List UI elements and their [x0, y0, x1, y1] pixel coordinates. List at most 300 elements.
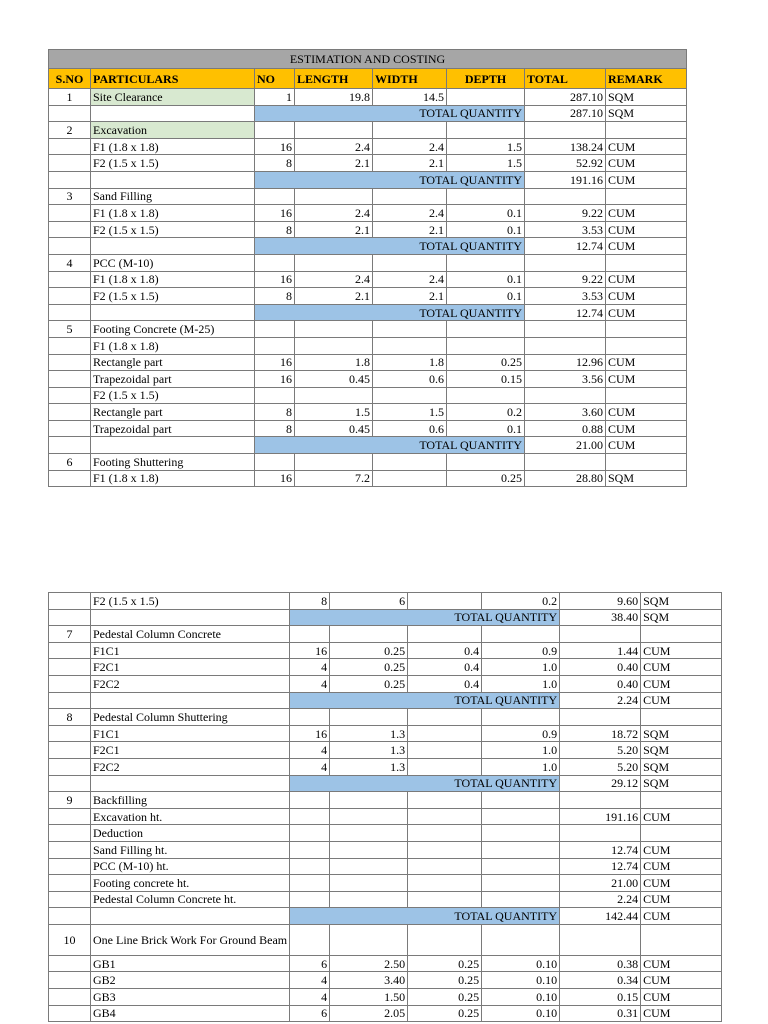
width-cell: 2.4 [373, 271, 447, 288]
remark-cell: CUM [641, 675, 722, 692]
total-cell: 2.24 [560, 891, 641, 908]
particulars-cell: F1 (1.8 x 1.8) [91, 138, 255, 155]
width-cell: 0.25 [408, 1005, 482, 1022]
total-cell: 5.20 [560, 758, 641, 775]
depth-cell [482, 841, 560, 858]
particulars-cell: Trapezoidal part [91, 371, 255, 388]
width-cell [373, 454, 447, 471]
total-quantity-row [49, 238, 687, 255]
length-cell: 0.45 [295, 371, 373, 388]
empty-cell [91, 609, 290, 626]
table-row [49, 354, 687, 371]
particulars-cell: GB2 [91, 972, 290, 989]
width-cell [373, 321, 447, 338]
depth-cell: 0.10 [482, 955, 560, 972]
table-row [49, 454, 687, 471]
empty-cell [49, 304, 91, 321]
table-row [49, 758, 722, 775]
length-cell [295, 321, 373, 338]
total-cell [560, 626, 641, 643]
depth-cell: 0.9 [482, 642, 560, 659]
empty-cell [91, 238, 255, 255]
empty-cell [49, 238, 91, 255]
header-depth: DEPTH [447, 69, 525, 89]
remark-cell [606, 454, 687, 471]
total-cell: 21.00 [560, 875, 641, 892]
sno-cell [49, 271, 91, 288]
sno-cell [49, 354, 91, 371]
width-cell [408, 808, 482, 825]
empty-cell [49, 908, 91, 925]
length-cell: 2.4 [295, 205, 373, 222]
sno-cell: 5 [49, 321, 91, 338]
no-cell: 4 [290, 972, 330, 989]
remark-cell: CUM [606, 271, 687, 288]
particulars-cell: F2C2 [91, 758, 290, 775]
length-cell [330, 924, 408, 955]
particulars-cell: F1 (1.8 x 1.8) [91, 337, 255, 354]
table-row [49, 891, 722, 908]
table-row [49, 808, 722, 825]
total-cell [560, 709, 641, 726]
estimation-table-page2 [48, 592, 722, 1022]
total-cell: 3.53 [525, 288, 606, 305]
particulars-cell: F1C1 [91, 642, 290, 659]
sno-cell: 1 [49, 89, 91, 106]
total-cell [560, 792, 641, 809]
depth-cell: 0.9 [482, 725, 560, 742]
width-cell: 0.6 [373, 371, 447, 388]
sno-cell [49, 875, 91, 892]
particulars-cell: F2 (1.5 x 1.5) [91, 288, 255, 305]
total-quantity-unit: CUM [606, 171, 687, 188]
total-quantity-label: TOTAL QUANTITY [290, 609, 560, 626]
particulars-cell: Rectangle part [91, 354, 255, 371]
remark-cell: CUM [641, 891, 722, 908]
table-row [49, 742, 722, 759]
particulars-cell: Deduction [91, 825, 290, 842]
no-cell: 6 [290, 955, 330, 972]
remark-cell: SQM [641, 758, 722, 775]
remark-cell: CUM [641, 972, 722, 989]
header-particulars: PARTICULARS [91, 69, 255, 89]
depth-cell [447, 122, 525, 139]
table-row [49, 188, 687, 205]
total-cell [525, 188, 606, 205]
particulars-cell: Footing concrete ht. [91, 875, 290, 892]
width-cell [373, 470, 447, 487]
total-quantity-value: 142.44 [560, 908, 641, 925]
total-quantity-value: 29.12 [560, 775, 641, 792]
no-cell: 4 [290, 742, 330, 759]
no-cell [290, 875, 330, 892]
no-cell [290, 709, 330, 726]
length-cell [330, 626, 408, 643]
remark-cell: SQM [641, 742, 722, 759]
width-cell [408, 924, 482, 955]
empty-cell [91, 775, 290, 792]
table-row [49, 955, 722, 972]
length-cell [330, 825, 408, 842]
table-row [49, 271, 687, 288]
total-cell: 12.74 [560, 841, 641, 858]
depth-cell: 0.1 [447, 221, 525, 238]
particulars-cell: F1C1 [91, 725, 290, 742]
total-cell: 0.40 [560, 659, 641, 676]
depth-cell: 0.1 [447, 271, 525, 288]
remark-cell: SQM [641, 725, 722, 742]
particulars-cell: F2 (1.5 x 1.5) [91, 221, 255, 238]
depth-cell: 0.2 [482, 593, 560, 610]
total-cell: 0.15 [560, 989, 641, 1006]
remark-cell [606, 387, 687, 404]
particulars-cell: Footing Shuttering [91, 454, 255, 471]
total-cell: 5.20 [560, 742, 641, 759]
table-row [49, 841, 722, 858]
no-cell [290, 841, 330, 858]
particulars-cell: Pedestal Column Concrete [91, 626, 290, 643]
sno-cell [49, 387, 91, 404]
total-cell: 52.92 [525, 155, 606, 172]
sno-cell [49, 725, 91, 742]
length-cell [330, 858, 408, 875]
empty-cell [91, 304, 255, 321]
total-quantity-label: TOTAL QUANTITY [255, 105, 525, 122]
depth-cell [482, 626, 560, 643]
width-cell [408, 841, 482, 858]
particulars-cell: Pedestal Column Concrete ht. [91, 891, 290, 908]
total-quantity-row [49, 304, 687, 321]
remark-cell: CUM [606, 221, 687, 238]
no-cell: 8 [255, 404, 295, 421]
particulars-cell: Sand Filling [91, 188, 255, 205]
no-cell: 8 [255, 288, 295, 305]
table-row [49, 371, 687, 388]
no-cell [290, 792, 330, 809]
remark-cell [641, 626, 722, 643]
sheet-title: ESTIMATION AND COSTING [49, 50, 687, 69]
table-row [49, 122, 687, 139]
remark-cell [606, 122, 687, 139]
total-quantity-value: 12.74 [525, 238, 606, 255]
total-quantity-label: TOTAL QUANTITY [290, 692, 560, 709]
sno-cell [49, 758, 91, 775]
particulars-cell: Site Clearance [91, 89, 255, 106]
length-cell [330, 875, 408, 892]
length-cell: 0.25 [330, 675, 408, 692]
width-cell [373, 337, 447, 354]
width-cell: 2.1 [373, 155, 447, 172]
length-cell: 2.1 [295, 155, 373, 172]
total-cell: 0.38 [560, 955, 641, 972]
depth-cell [482, 875, 560, 892]
total-quantity-row [49, 908, 722, 925]
total-quantity-unit: SQM [641, 609, 722, 626]
total-quantity-row [49, 171, 687, 188]
remark-cell [606, 337, 687, 354]
table-row [49, 288, 687, 305]
length-cell [295, 122, 373, 139]
remark-cell [641, 709, 722, 726]
no-cell: 16 [255, 271, 295, 288]
total-cell [525, 337, 606, 354]
sno-cell [49, 205, 91, 222]
length-cell: 1.3 [330, 742, 408, 759]
sno-cell [49, 989, 91, 1006]
length-cell: 2.50 [330, 955, 408, 972]
width-cell [408, 891, 482, 908]
remark-cell [606, 321, 687, 338]
total-quantity-row [49, 105, 687, 122]
table-row [49, 470, 687, 487]
empty-cell [91, 105, 255, 122]
total-quantity-label: TOTAL QUANTITY [255, 304, 525, 321]
sno-cell [49, 404, 91, 421]
table-row [49, 659, 722, 676]
empty-cell [91, 171, 255, 188]
particulars-cell: GB4 [91, 1005, 290, 1022]
table-row [49, 626, 722, 643]
particulars-cell: PCC (M-10) [91, 254, 255, 271]
depth-cell [482, 808, 560, 825]
depth-cell: 1.0 [482, 758, 560, 775]
sno-cell [49, 337, 91, 354]
total-cell: 12.96 [525, 354, 606, 371]
no-cell [255, 337, 295, 354]
sno-cell: 2 [49, 122, 91, 139]
remark-cell: CUM [641, 858, 722, 875]
empty-cell [91, 437, 255, 454]
total-quantity-value: 191.16 [525, 171, 606, 188]
total-cell: 9.22 [525, 271, 606, 288]
depth-cell: 0.10 [482, 1005, 560, 1022]
sno-cell: 3 [49, 188, 91, 205]
width-cell: 0.25 [408, 989, 482, 1006]
no-cell: 16 [255, 138, 295, 155]
remark-cell: CUM [641, 642, 722, 659]
no-cell [255, 321, 295, 338]
sno-cell [49, 593, 91, 610]
length-cell [330, 709, 408, 726]
sno-cell [49, 659, 91, 676]
table-row [49, 254, 687, 271]
remark-cell: CUM [606, 155, 687, 172]
particulars-cell: F2C1 [91, 742, 290, 759]
total-quantity-label: TOTAL QUANTITY [290, 775, 560, 792]
particulars-cell: GB1 [91, 955, 290, 972]
no-cell [255, 122, 295, 139]
table-row [49, 675, 722, 692]
length-cell: 0.45 [295, 420, 373, 437]
length-cell: 2.1 [295, 221, 373, 238]
no-cell: 4 [290, 758, 330, 775]
no-cell: 16 [290, 725, 330, 742]
no-cell: 4 [290, 989, 330, 1006]
width-cell [373, 387, 447, 404]
total-cell [560, 825, 641, 842]
width-cell [408, 742, 482, 759]
header-total: TOTAL [525, 69, 606, 89]
width-cell: 2.4 [373, 138, 447, 155]
table-row [49, 989, 722, 1006]
particulars-cell: Backfilling [91, 792, 290, 809]
total-quantity-value: 287.10 [525, 105, 606, 122]
no-cell: 1 [255, 89, 295, 106]
sno-cell: 10 [49, 924, 91, 955]
no-cell: 4 [290, 659, 330, 676]
empty-cell [49, 609, 91, 626]
table-row [49, 858, 722, 875]
sno-cell [49, 955, 91, 972]
length-cell: 1.3 [330, 725, 408, 742]
no-cell [290, 626, 330, 643]
header-no: NO [255, 69, 295, 89]
total-cell: 0.34 [560, 972, 641, 989]
depth-cell: 1.0 [482, 659, 560, 676]
length-cell: 0.25 [330, 642, 408, 659]
width-cell [373, 122, 447, 139]
sno-cell [49, 288, 91, 305]
depth-cell [447, 89, 525, 106]
width-cell: 1.8 [373, 354, 447, 371]
width-cell: 14.5 [373, 89, 447, 106]
length-cell [295, 454, 373, 471]
total-quantity-unit: CUM [606, 304, 687, 321]
depth-cell: 0.2 [447, 404, 525, 421]
remark-cell: SQM [606, 470, 687, 487]
total-cell: 287.10 [525, 89, 606, 106]
no-cell [255, 188, 295, 205]
no-cell [290, 808, 330, 825]
title-row [49, 50, 687, 69]
no-cell [255, 387, 295, 404]
width-cell [408, 709, 482, 726]
width-cell [373, 254, 447, 271]
total-quantity-label: TOTAL QUANTITY [290, 908, 560, 925]
depth-cell: 0.1 [447, 205, 525, 222]
length-cell [295, 254, 373, 271]
total-cell: 9.22 [525, 205, 606, 222]
sno-cell [49, 808, 91, 825]
width-cell: 2.4 [373, 205, 447, 222]
length-cell: 19.8 [295, 89, 373, 106]
length-cell: 2.4 [295, 271, 373, 288]
no-cell: 16 [255, 470, 295, 487]
depth-cell [482, 891, 560, 908]
no-cell [255, 454, 295, 471]
sno-cell [49, 972, 91, 989]
width-cell [408, 725, 482, 742]
depth-cell: 1.0 [482, 675, 560, 692]
particulars-cell: GB3 [91, 989, 290, 1006]
particulars-cell: F2 (1.5 x 1.5) [91, 155, 255, 172]
remark-cell: CUM [641, 841, 722, 858]
depth-cell: 1.0 [482, 742, 560, 759]
remark-cell: CUM [606, 354, 687, 371]
table-row [49, 875, 722, 892]
total-cell: 1.44 [560, 642, 641, 659]
total-cell: 191.16 [560, 808, 641, 825]
sno-cell: 7 [49, 626, 91, 643]
length-cell [295, 188, 373, 205]
remark-cell [641, 924, 722, 955]
sno-cell [49, 742, 91, 759]
total-cell: 0.31 [560, 1005, 641, 1022]
particulars-cell: F1 (1.8 x 1.8) [91, 205, 255, 222]
header-width: WIDTH [373, 69, 447, 89]
sno-cell [49, 841, 91, 858]
sno-cell: 6 [49, 454, 91, 471]
depth-cell [482, 792, 560, 809]
total-cell [525, 122, 606, 139]
particulars-cell: Pedestal Column Shuttering [91, 709, 290, 726]
total-quantity-label: TOTAL QUANTITY [255, 238, 525, 255]
remark-cell [606, 188, 687, 205]
no-cell [290, 858, 330, 875]
empty-cell [49, 437, 91, 454]
depth-cell: 0.25 [447, 354, 525, 371]
table-row [49, 593, 722, 610]
width-cell [408, 875, 482, 892]
no-cell: 8 [290, 593, 330, 610]
table-row [49, 972, 722, 989]
depth-cell [482, 858, 560, 875]
particulars-cell: F2C1 [91, 659, 290, 676]
sno-cell [49, 470, 91, 487]
header-remark: REMARK [606, 69, 687, 89]
remark-cell: CUM [606, 205, 687, 222]
total-quantity-unit: CUM [606, 437, 687, 454]
total-quantity-value: 38.40 [560, 609, 641, 626]
length-cell: 3.40 [330, 972, 408, 989]
table-row [49, 387, 687, 404]
width-cell [408, 758, 482, 775]
total-cell: 12.74 [560, 858, 641, 875]
total-quantity-row [49, 609, 722, 626]
table-row [49, 709, 722, 726]
depth-cell: 1.5 [447, 138, 525, 155]
width-cell [408, 792, 482, 809]
total-cell [560, 924, 641, 955]
particulars-cell: Rectangle part [91, 404, 255, 421]
total-quantity-row [49, 775, 722, 792]
sno-cell [49, 371, 91, 388]
remark-cell: CUM [606, 371, 687, 388]
depth-cell: 0.15 [447, 371, 525, 388]
total-quantity-value: 2.24 [560, 692, 641, 709]
total-quantity-row [49, 692, 722, 709]
table-row [49, 337, 687, 354]
table-row [49, 205, 687, 222]
total-quantity-label: TOTAL QUANTITY [255, 171, 525, 188]
remark-cell: CUM [641, 955, 722, 972]
width-cell [373, 188, 447, 205]
total-cell [525, 321, 606, 338]
total-cell [525, 387, 606, 404]
no-cell: 6 [290, 1005, 330, 1022]
table-row [49, 725, 722, 742]
depth-cell [482, 709, 560, 726]
no-cell [290, 891, 330, 908]
particulars-cell: F2C2 [91, 675, 290, 692]
sno-cell [49, 891, 91, 908]
total-cell: 3.56 [525, 371, 606, 388]
particulars-cell: F2 (1.5 x 1.5) [91, 593, 290, 610]
no-cell [290, 825, 330, 842]
depth-cell: 0.10 [482, 989, 560, 1006]
width-cell: 1.5 [373, 404, 447, 421]
depth-cell [447, 454, 525, 471]
